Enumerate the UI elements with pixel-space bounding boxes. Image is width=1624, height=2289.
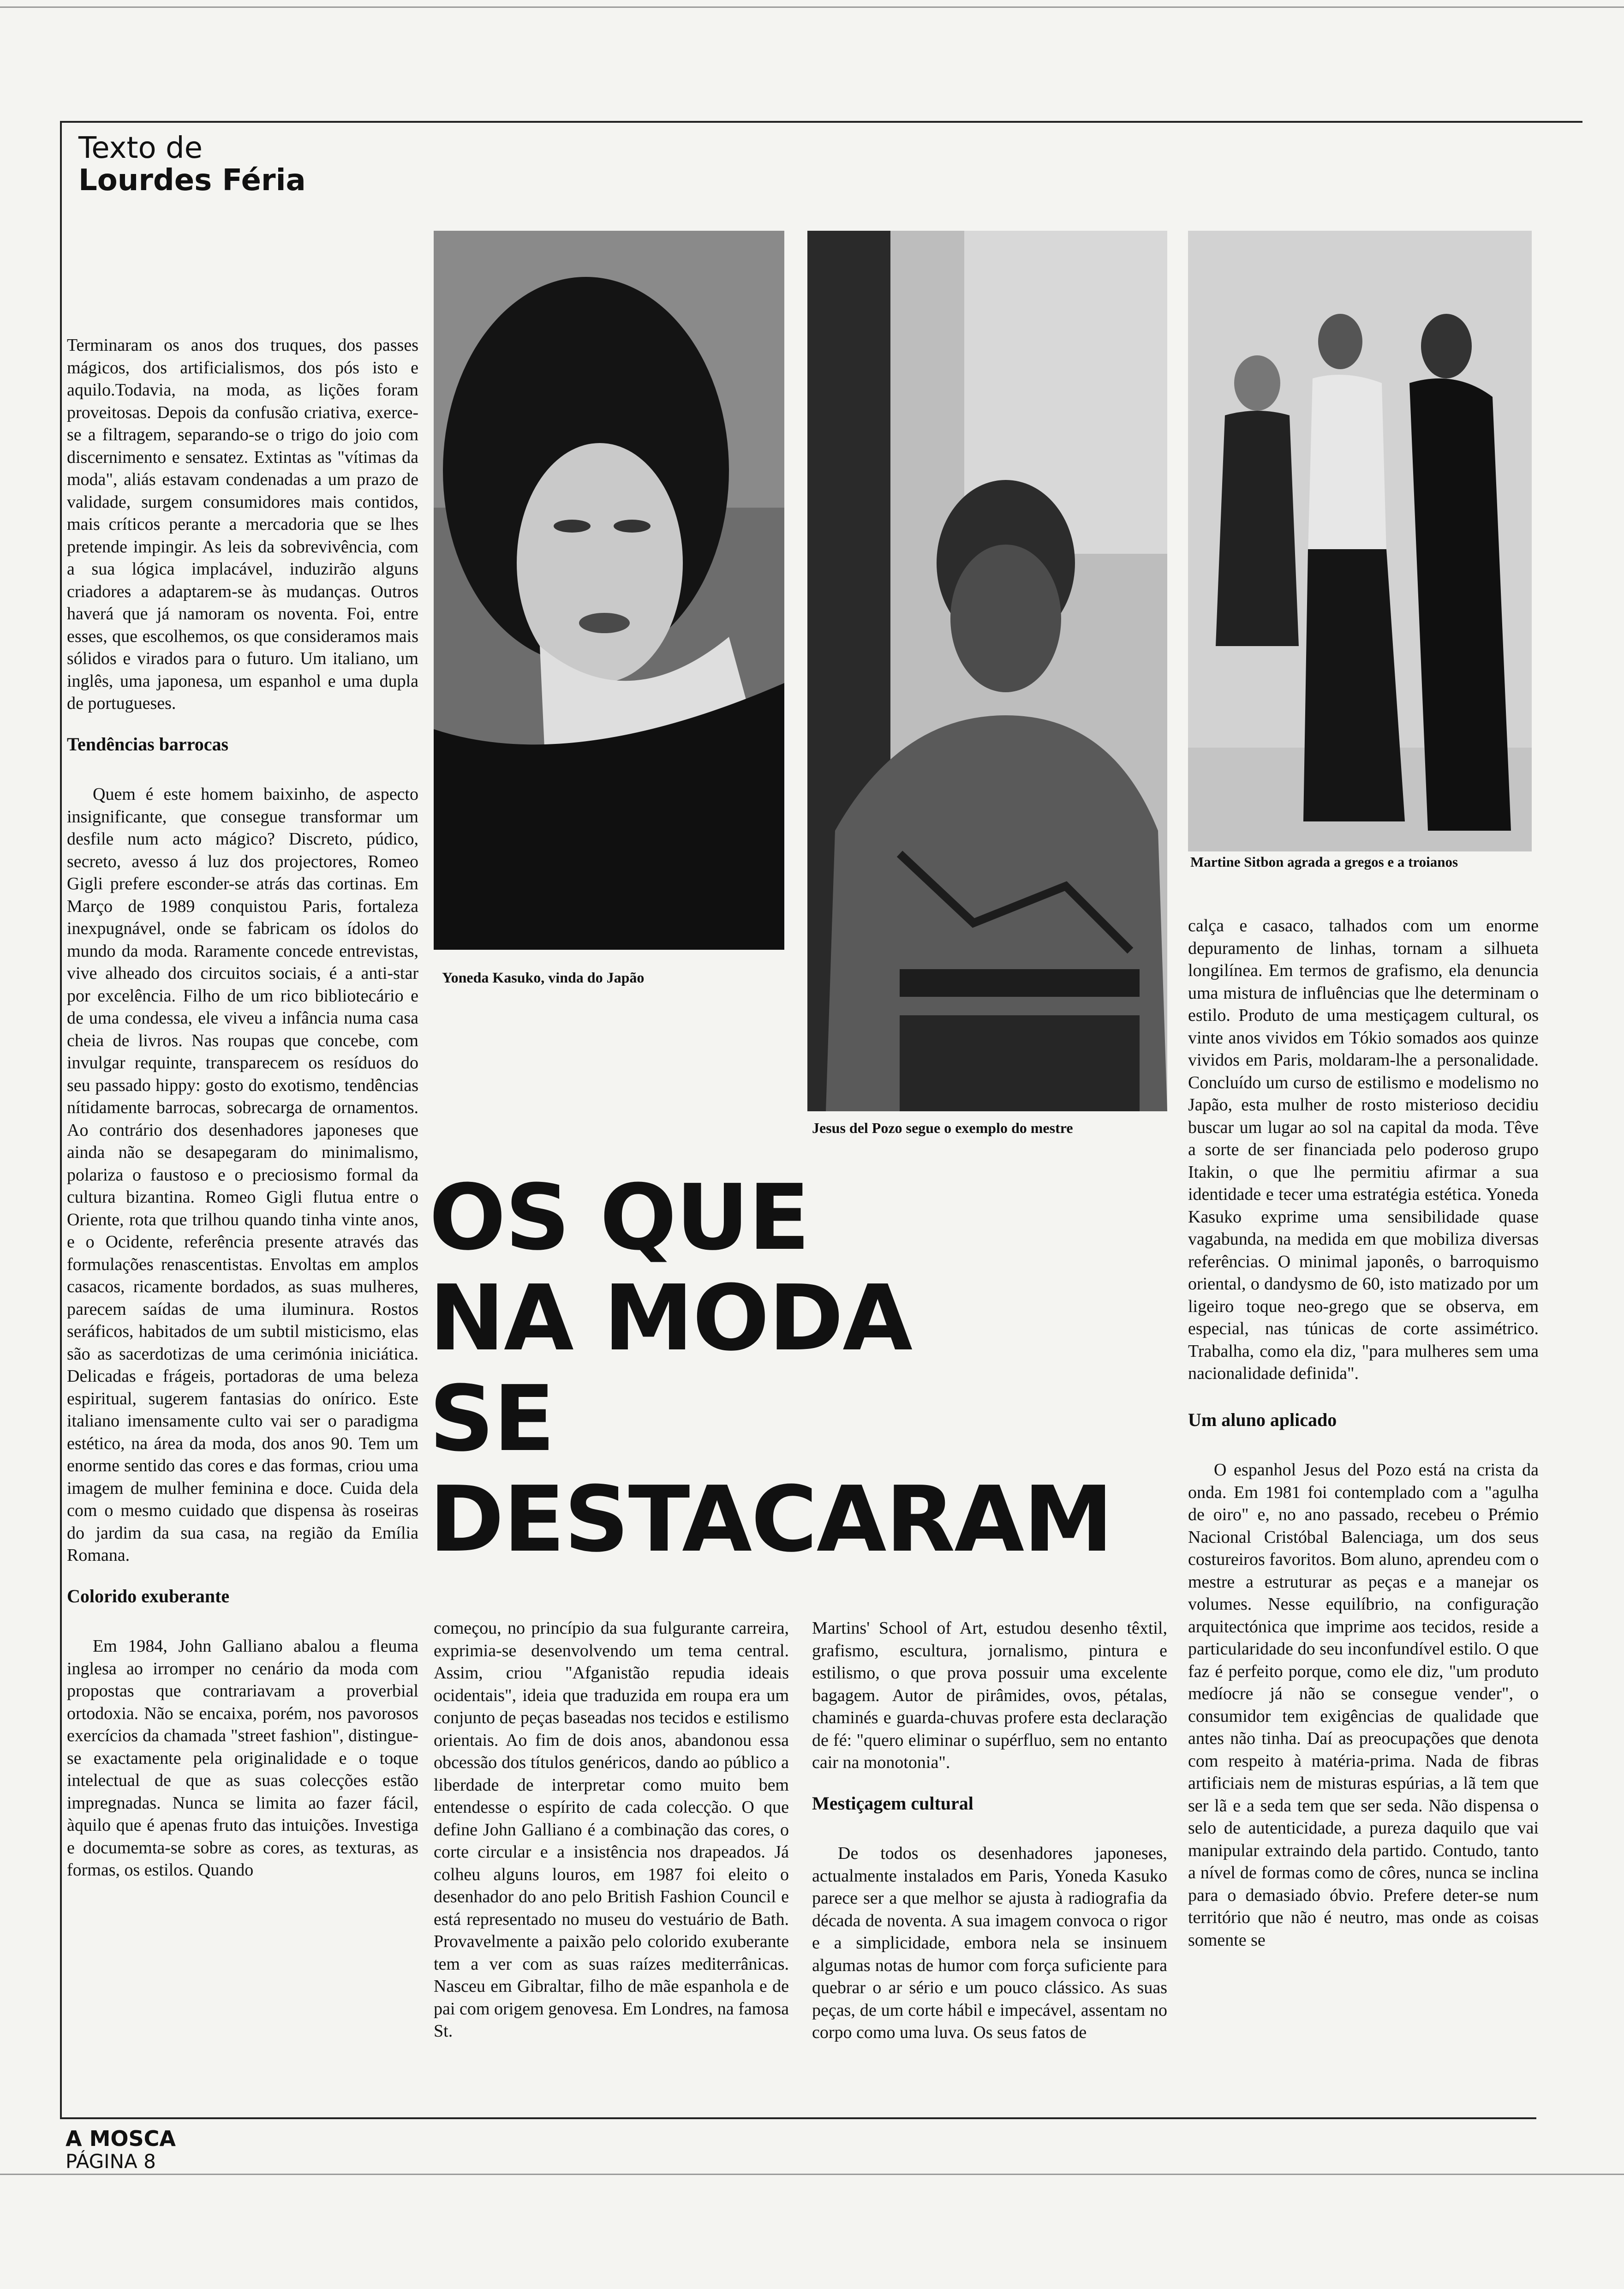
- bottom-rule: [60, 2117, 1536, 2119]
- paragraph-galliano-end: Martins' School of Art, estudou desenho têxtil, grafismo, escultura, jornalismo, pintura e estilismo, o que prova possuir uma excelente bagagem. Autor de pirâmides, ovos, pétalas, chaminés e guarda-chuvas profere esta declaração de fé: "quero eliminar o supérfluo, sem no entanto cair na monotonia".: [812, 1618, 1167, 1772]
- photo-martine-sitbon: [1188, 231, 1532, 851]
- byline-prefix: Texto de: [78, 131, 203, 165]
- article-column-1: [67, 334, 418, 1882]
- footer: [66, 2127, 176, 2173]
- headline: [429, 1165, 1176, 1572]
- footer-page: PÁGINA 8: [66, 2150, 156, 2173]
- section-heading-mesticagem: Mestiçagem cultural: [812, 1792, 973, 1814]
- paragraph-yoneda-cont: calça e casaco, talhados com um enorme depuramento de linhas, tornam a silhueta longilínea. Em termos de grafismo, ela denuncia uma mistura de influências que lhe determinam o estilo. Produto de uma mestiçagem cultural, os vinte anos vividos em Tókio somados aos quinze vividos em Paris, moldaram-lhe a personalidade. Concluído um curso de estilismo e modelismo no Japão, esta mulher de rosto misterioso decidiu buscar um lugar ao sol na capital da moda. Têve a sorte de ser financiada pelo poderoso grupo Itakin, o que lhe permitiu afirmar a sua identidade e tecer uma estratégia estética. Yoneda Kasuko exprime uma sensibilidade quase vagabunda, na medida em que mobiliza diversas referências. O minimal japonês, o barroquismo oriental, o dandysmo de 60, isto matizado por um ligeiro toque neo-grego que se observa, em especial, nas túnicas de corte assimétrico. Trabalha, como ela diz, "para mulheres sem uma nacionalidade definida".: [1188, 916, 1539, 1383]
- caption-photo1: Yoneda Kasuko, vinda do Japão: [442, 969, 645, 986]
- section-heading-colorido: Colorido exuberante: [67, 1585, 230, 1606]
- left-rule: [60, 121, 62, 2119]
- headline-line-4: DESTACARAM: [429, 1467, 1113, 1572]
- article-column-3: [812, 1617, 1167, 2044]
- footer-title: A MOSCA: [66, 2126, 176, 2151]
- scan-edge-top: [0, 6, 1624, 8]
- paragraph-romeo-gigli: Quem é este homem baixinho, de aspecto insignificante, que consegue transformar um desfile num acto mágico? Discreto, púdico, secreto, avesso á luz dos projectores, Romeo Gigli prefere esconder-se atrás das cortinas. Em Março de 1989 conquistou Paris, fortaleza inexpugnável, onde se fabricam os ídolos do mundo da moda. Raramente concede entrevistas, vive alheado dos circuitos sociais, é a anti-star por excelência. Filho de um rico bibliotecário e de uma condessa, ele viveu a infância numa casa cheia de livros. Nas roupas que concebe, com invulgar requinte, transparecem os resíduos do seu passado hippy: gosto do exotismo, tendências nítidamente barrocas, sobrecarga de ornamentos. Ao contrário dos desenhadores japoneses que ainda não se desapegaram do minimalismo, polariza o faustoso e o preciosismo formal da cultura bizantina. Romeo Gigli flutua entre o Oriente, rota que trilhou quando tinha vinte anos, e o Ocidente, referência presente através das formulações renascentistas. Envoltas em amplos casacos, ricamente bordados, as suas mulheres, parecem saídas de uma iluminura. Rostos seráficos, habitados de um subtil misticismo, elas são as sacerdotizas de uma cerimónia iniciática. Delicadas e frágeis, portadoras de uma beleza espiritual, sugerem fantasias do onírico. Este italiano imensamente culto vai ser o paradigma estético, na área da moda, dos anos 90. Tem um enorme sentido das cores e das formas, criou uma imagem de mulher feminina e doce. Cuida dela com o mesmo cuidado que dispensa às roseiras do jardim da sua casa, na região da Emília Romana.: [67, 785, 418, 1565]
- caption-photo2: Jesus del Pozo segue o exemplo do mestre: [812, 1120, 1073, 1136]
- paragraph-jesus-del-pozo: O espanhol Jesus del Pozo está na crista da onda. Em 1981 foi contemplado com a "agulha de oiro" e, no ano passado, recebeu o Prémio Nacional Cristóbal Balenciaga, um dos seus costureiros favoritos. Bom aluno, aprendeu com o mestre a estruturar as peças e a manejar os volumes. Nesse equilíbrio, na configuração arquitectónica que imprime aos tecidos, reside a particularidade do seu inconfundível estilo. O que faz é perfeito porque, como ele diz, "um produto medíocre já não se consegue vender", o consumidor tem exigências de qualidade que antes não tinha. Daí as preocupações que denota com respeito à matéria-prima. Nada de fibras artificiais nem de misturas espúrias, a lã tem que ser lã e a seda tem que ser seda. Não dispensa o selo de autenticidade, a pureza daquilo que vai manipular extraindo dela partido. Contudo, tanto a nível de formas como de côres, nunca se inclina para o demasiado óbvio. Prefere deter-se num território que não é neutro, mas onde as coisas somente se: [1188, 1460, 1539, 1950]
- intro-paragraph: Terminaram os anos dos truques, dos passes mágicos, dos artificialismos, dos pós isto e aquilo.Todavia, na moda, as lições foram proveitosas. Depois da confusão criativa, exerce-se a filtragem, separando-se o trigo do joio com discernimento e sensatez. Extintas as "vítimas da moda", aliás estavam condenadas a um prazo de validade, surgem consumidores mais contidos, mais críticos perante a mercadoria que se lhes pretende impingir. As leis da sobrevivência, com a sua lógica implacável, induzirão alguns criadores a adaptarem-se às mudanças. Outros haverá que já namoram os noventa. Foi, entre esses, que escolhemos, os que consideramos mais sólidos e virados para o futuro. Um italiano, um inglês, uma japonesa, um espanhol e uma dupla de portugueses.: [67, 336, 418, 713]
- headline-line-2: NA MODA: [429, 1266, 912, 1371]
- headline-line-1: OS QUE: [429, 1165, 809, 1270]
- article-column-2: [434, 1617, 789, 2043]
- section-heading-aluno: Um aluno aplicado: [1188, 1409, 1337, 1430]
- photo-jesus-del-pozo: [807, 231, 1167, 1111]
- paragraph-yoneda-kasuko: De todos os desenhadores japoneses, actualmente instalados em Paris, Yoneda Kasuko parece ser a que melhor se ajusta à radiografia da década de noventa. A sua imagem convoca o rigor e a simplicidade, embora nela se insinuem algumas notas de humor com força suficiente para quebrar o ar sério e um pouco clássico. As suas peças, de um corte hábil e impecável, assentam no corpo como uma luva. Os seus fatos de: [812, 1844, 1167, 2042]
- caption-photo3: Martine Sitbon agrada a gregos e a troianos: [1190, 854, 1458, 870]
- byline: [78, 132, 306, 197]
- article-column-4: [1188, 915, 1539, 1951]
- paragraph-john-galliano: Em 1984, John Galliano abalou a fleuma inglesa ao irromper no cenário da moda com propostas que contrariavam a proverbial ortodoxia. Não se encaixa, porém, nos pavorosos exercícios da chamada "street fashion", distingue-se exactamente pela originalidade e o toque intelectual de que as suas colecções estão impregnadas. Nunca se limita ao fazer fácil, àquilo que é apenas fruto das intuições. Investiga e documemta-se sobre as cores, as texturas, as formas, os estilos. Quando: [67, 1636, 418, 1880]
- top-rule: [60, 121, 1582, 123]
- byline-author: Lourdes Féria: [78, 163, 306, 198]
- photo-yoneda-kasuko: [434, 231, 784, 950]
- headline-line-3: SE: [429, 1366, 555, 1472]
- scan-edge-bottom: [0, 2174, 1624, 2175]
- section-heading-tendencias: Tendências barrocas: [67, 733, 229, 755]
- paragraph-galliano-cont: começou, no princípio da sua fulgurante carreira, exprimia-se desenvolvendo um tema central. Assim, criou "Afganistão repudia ideais ocidentais", ideia que traduzida em roupa era um conjunto de peças baseadas nos tecidos e estilismo orientais. Ao fim de dois anos, abandonou essa obcessão dos títulos genéricos, dando ao público a liberdade de interpretar como muito bem entendesse o espírito de cada colecção. O que define John Galliano é a combinação das cores, o corte circular e a insistência nos drapeados. Já colheu alguns louros, em 1987 foi eleito o desenhador do ano pelo British Fashion Council e está representado no museu do vestuário de Bath. Provavelmente a paixão pelo colorido exuberante tem a ver com as suas raízes mediterrânicas. Nasceu em Gibraltar, filho de mãe espanhola e de pai com origem genovesa. Em Londres, na famosa St.: [434, 1618, 789, 2041]
